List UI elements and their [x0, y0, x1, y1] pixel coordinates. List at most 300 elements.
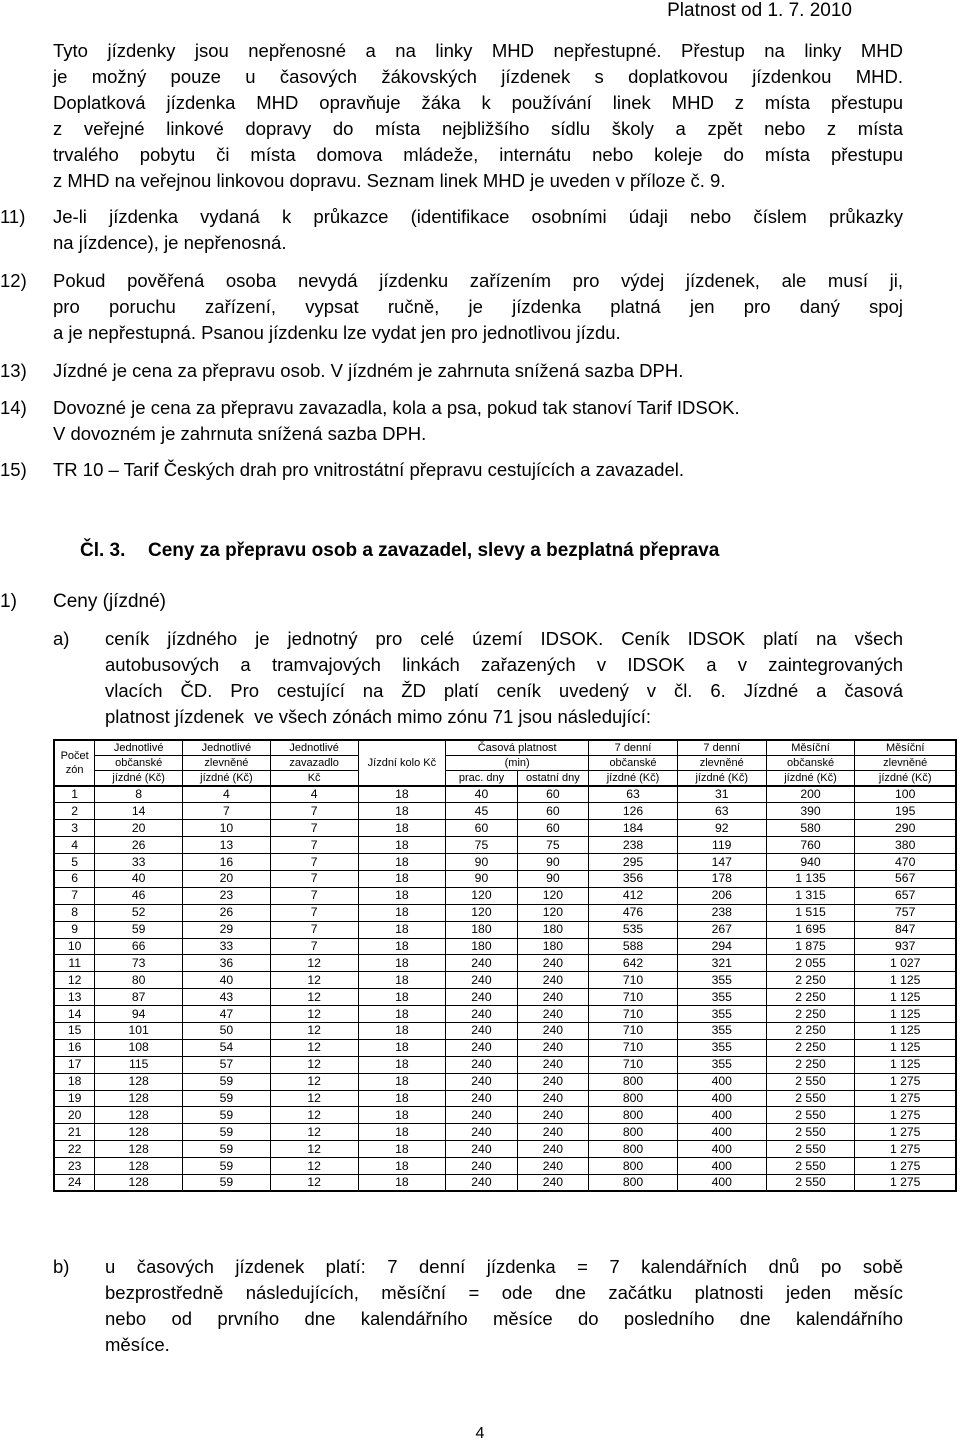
table-cell: 657	[855, 887, 956, 904]
tariff-table-body	[54, 786, 956, 1191]
table-cell: 12	[270, 1073, 358, 1090]
table-cell: 588	[589, 938, 678, 955]
table-cell: 12	[270, 955, 358, 972]
table-cell: 1 275	[855, 1174, 956, 1191]
table-cell: 5	[54, 854, 95, 871]
table-cell: 2 550	[766, 1141, 855, 1158]
section-number: Čl. 3.	[80, 540, 126, 561]
table-cell: 16	[183, 854, 271, 871]
table-cell: 4	[54, 837, 95, 854]
table-cell: 100	[855, 786, 956, 803]
table-cell: 60	[517, 786, 588, 803]
table-cell: 240	[517, 1073, 588, 1090]
table-cell: 18	[358, 1073, 446, 1090]
table-cell: 1 135	[766, 870, 855, 887]
table-cell: 8	[54, 904, 95, 921]
table-cell: 240	[446, 1073, 517, 1090]
table-cell: 18	[358, 972, 446, 989]
table-cell: 4	[270, 786, 358, 803]
table-cell: 4	[183, 786, 271, 803]
table-cell: 12	[270, 1124, 358, 1141]
table-cell: 18	[358, 1158, 446, 1175]
table-cell: 59	[183, 1174, 271, 1191]
table-cell: 200	[766, 786, 855, 803]
table-cell: 18	[358, 887, 446, 904]
table-cell: 240	[446, 1141, 517, 1158]
table-cell: 7	[270, 854, 358, 871]
table-cell: 1 027	[855, 955, 956, 972]
table-row	[54, 989, 956, 1006]
table-cell: 355	[677, 1039, 766, 1056]
intro-line: Tyto jízdenky jsou nepřenosné a na linky MHD nepřestupné. Přestup na linky MHD	[53, 40, 903, 61]
table-row	[54, 1107, 956, 1124]
table-cell: 240	[517, 1039, 588, 1056]
table-cell: 18	[358, 921, 446, 938]
table-row	[54, 786, 956, 803]
table-cell: 128	[95, 1174, 183, 1191]
table-cell: 26	[183, 904, 271, 921]
table-cell: 59	[95, 921, 183, 938]
table-cell: 120	[446, 904, 517, 921]
table-cell: 240	[517, 1107, 588, 1124]
table-cell: 59	[183, 1073, 271, 1090]
table-cell: 240	[517, 1141, 588, 1158]
table-cell: 75	[517, 837, 588, 854]
table-cell: 240	[446, 1006, 517, 1023]
col-header: jízdné (Kč)	[855, 771, 956, 787]
item-14-text	[53, 395, 933, 447]
table-cell: 22	[54, 1141, 95, 1158]
table-row	[54, 1124, 956, 1141]
table-cell: 847	[855, 921, 956, 938]
table-cell: 33	[95, 854, 183, 871]
col-header: jízdné (Kč)	[589, 771, 678, 787]
col-header: Jednotlivé	[183, 740, 271, 756]
table-cell: 2 550	[766, 1124, 855, 1141]
table-cell: 240	[517, 1022, 588, 1039]
table-cell: 31	[677, 786, 766, 803]
table-cell: 59	[183, 1141, 271, 1158]
table-cell: 240	[517, 972, 588, 989]
table-cell: 90	[446, 854, 517, 871]
table-cell: 800	[589, 1090, 678, 1107]
table-cell: 12	[270, 1107, 358, 1124]
table-cell: 240	[446, 989, 517, 1006]
prices-title: Ceny (jízdné)	[53, 591, 166, 612]
table-cell: 412	[589, 887, 678, 904]
tariff-table	[53, 739, 957, 1192]
table-cell: 40	[183, 972, 271, 989]
table-cell: 14	[54, 1006, 95, 1023]
table-cell: 94	[95, 1006, 183, 1023]
table-cell: 12	[270, 972, 358, 989]
item-a-text	[105, 626, 903, 730]
table-cell: 535	[589, 921, 678, 938]
table-cell: 290	[855, 820, 956, 837]
col-header: zlevněné	[677, 756, 766, 771]
item-line: nebo od prvního dne kalendářního měsíce do posledního dne kalendářního	[105, 1308, 903, 1329]
table-cell: 7	[54, 887, 95, 904]
col-header: Jednotlivé	[95, 740, 183, 756]
col-header: jízdné (Kč)	[183, 771, 271, 787]
table-cell: 73	[95, 955, 183, 972]
col-header-otherdays: ostatní dny	[517, 771, 588, 787]
table-cell: 128	[95, 1124, 183, 1141]
table-cell: 60	[517, 803, 588, 820]
table-cell: 710	[589, 989, 678, 1006]
table-cell: 2 550	[766, 1174, 855, 1191]
table-cell: 15	[54, 1022, 95, 1039]
table-cell: 400	[677, 1174, 766, 1191]
table-cell: 195	[855, 803, 956, 820]
table-cell: 238	[677, 904, 766, 921]
table-cell: 2	[54, 803, 95, 820]
table-cell: 1 275	[855, 1141, 956, 1158]
table-cell: 23	[183, 887, 271, 904]
table-cell: 45	[446, 803, 517, 820]
table-cell: 206	[677, 887, 766, 904]
item-number: 12)	[0, 270, 27, 291]
item-line: na jízdence), je nepřenosná.	[53, 232, 287, 253]
table-cell: 33	[183, 938, 271, 955]
table-cell: 580	[766, 820, 855, 837]
table-cell: 12	[270, 1022, 358, 1039]
item-number: 15)	[0, 459, 27, 480]
table-cell: 101	[95, 1022, 183, 1039]
table-cell: 355	[677, 1056, 766, 1073]
table-cell: 18	[358, 1141, 446, 1158]
intro-line: z MHD na veřejnou linkovou dopravu. Seznam linek MHD je uveden v příloze č. 9.	[53, 170, 726, 191]
item-a-label: a)	[53, 628, 70, 649]
item-line: Je-li jízdenka vydaná k průkazce (identifikace osobními údaji nebo číslem průkazky	[53, 206, 903, 227]
table-cell: 267	[677, 921, 766, 938]
table-cell: 147	[677, 854, 766, 871]
table-cell: 23	[54, 1158, 95, 1175]
table-cell: 10	[183, 820, 271, 837]
col-header-validity-unit: (min)	[446, 756, 589, 771]
table-cell: 12	[270, 1090, 358, 1107]
table-cell: 7	[270, 803, 358, 820]
table-cell: 12	[270, 989, 358, 1006]
table-cell: 642	[589, 955, 678, 972]
col-header: zavazadlo	[270, 756, 358, 771]
table-cell: 50	[183, 1022, 271, 1039]
col-header-validity: Časová platnost	[446, 740, 589, 756]
table-cell: 18	[358, 1022, 446, 1039]
table-cell: 7	[270, 938, 358, 955]
table-cell: 2 550	[766, 1107, 855, 1124]
col-header-workdays: prac. dny	[446, 771, 517, 787]
table-cell: 18	[358, 854, 446, 871]
table-row	[54, 972, 956, 989]
table-cell: 295	[589, 854, 678, 871]
table-cell: 10	[54, 938, 95, 955]
table-cell: 43	[183, 989, 271, 1006]
table-cell: 1 315	[766, 887, 855, 904]
table-row	[54, 1090, 956, 1107]
item-line: Dovozné je cena za přepravu zavazadla, kola a psa, pokud tak stanoví Tarif IDSOK.	[53, 397, 740, 418]
table-cell: 18	[358, 786, 446, 803]
table-cell: 1 275	[855, 1107, 956, 1124]
table-cell: 128	[95, 1141, 183, 1158]
table-cell: 47	[183, 1006, 271, 1023]
table-cell: 2 550	[766, 1090, 855, 1107]
table-cell: 17	[54, 1056, 95, 1073]
table-cell: 400	[677, 1141, 766, 1158]
table-cell: 1 275	[855, 1124, 956, 1141]
table-cell: 240	[517, 955, 588, 972]
table-cell: 240	[446, 1022, 517, 1039]
table-cell: 2 250	[766, 972, 855, 989]
table-row	[54, 955, 956, 972]
table-cell: 240	[517, 1006, 588, 1023]
table-cell: 800	[589, 1174, 678, 1191]
table-cell: 18	[358, 1107, 446, 1124]
item-line: pro poruchu zařízení, vypsat ručně, je jízdenka platná jen pro daný spoj	[53, 296, 903, 317]
table-cell: 800	[589, 1124, 678, 1141]
item-line: autobusových a tramvajových linkách zařazených v IDSOK a v zaintegrovaných	[105, 654, 903, 675]
table-cell: 1 125	[855, 1006, 956, 1023]
table-cell: 63	[589, 786, 678, 803]
table-cell: 1 275	[855, 1073, 956, 1090]
table-cell: 60	[517, 820, 588, 837]
table-cell: 400	[677, 1073, 766, 1090]
col-header: jízdné (Kč)	[95, 771, 183, 787]
table-cell: 57	[183, 1056, 271, 1073]
table-cell: 18	[358, 1056, 446, 1073]
table-cell: 119	[677, 837, 766, 854]
col-header: jízdné (Kč)	[677, 771, 766, 787]
item-line: Pokud pověřená osoba nevydá jízdenku zařízením pro výdej jízdenek, ale musí ji,	[53, 270, 903, 291]
table-cell: 40	[446, 786, 517, 803]
table-cell: 29	[183, 921, 271, 938]
table-cell: 87	[95, 989, 183, 1006]
table-cell: 12	[54, 972, 95, 989]
table-cell: 21	[54, 1124, 95, 1141]
table-row	[54, 820, 956, 837]
intro-line: Doplatková jízdenka MHD opravňuje žáka k používání linek MHD z místa přestupu	[53, 92, 903, 113]
table-cell: 1 125	[855, 1022, 956, 1039]
item-line: vlacích ČD. Pro cestující na ŽD platí ceník uvedený v čl. 6. Jízdné a časová	[105, 680, 903, 701]
table-cell: 180	[517, 938, 588, 955]
table-cell: 24	[54, 1174, 95, 1191]
table-cell: 12	[270, 1141, 358, 1158]
table-cell: 2 055	[766, 955, 855, 972]
table-cell: 400	[677, 1090, 766, 1107]
table-cell: 90	[517, 854, 588, 871]
item-number: 13)	[0, 360, 27, 381]
table-cell: 120	[446, 887, 517, 904]
table-cell: 2 250	[766, 1039, 855, 1056]
table-row	[54, 837, 956, 854]
table-cell: 7	[270, 887, 358, 904]
table-cell: 710	[589, 1039, 678, 1056]
table-cell: 1 125	[855, 972, 956, 989]
section-title: Ceny za přepravu osob a zavazadel, slevy a bezplatná přeprava	[148, 540, 720, 561]
table-cell: 240	[446, 1056, 517, 1073]
validity-date: Platnost od 1. 7. 2010	[667, 0, 852, 21]
table-cell: 18	[54, 1073, 95, 1090]
table-cell: 760	[766, 837, 855, 854]
table-cell: 18	[358, 955, 446, 972]
table-cell: 18	[358, 1124, 446, 1141]
table-cell: 240	[517, 1090, 588, 1107]
table-cell: 400	[677, 1158, 766, 1175]
table-cell: 7	[183, 803, 271, 820]
item-12-text	[53, 268, 903, 346]
col-header: 7 denní	[589, 740, 678, 756]
table-cell: 128	[95, 1073, 183, 1090]
table-cell: 19	[54, 1090, 95, 1107]
table-cell: 1 125	[855, 989, 956, 1006]
table-cell: 18	[358, 870, 446, 887]
item-13-text	[53, 358, 933, 384]
table-cell: 180	[446, 921, 517, 938]
table-cell: 321	[677, 955, 766, 972]
table-cell: 355	[677, 972, 766, 989]
intro-line: trvalého pobytu či místa domova mládeže, internátu nebo koleje do místa přestupu	[53, 144, 903, 165]
table-cell: 710	[589, 1022, 678, 1039]
col-header: zlevněné	[183, 756, 271, 771]
table-cell: 710	[589, 972, 678, 989]
col-header: občanské	[95, 756, 183, 771]
table-cell: 3	[54, 820, 95, 837]
table-cell: 12	[270, 1158, 358, 1175]
table-cell: 90	[517, 870, 588, 887]
table-cell: 1 875	[766, 938, 855, 955]
table-cell: 800	[589, 1141, 678, 1158]
table-row	[54, 1174, 956, 1191]
prices-number: 1)	[0, 591, 17, 612]
intro-line: je možný pouze u časových žákovských jízdenek s doplatkovou jízdenkou MHD.	[53, 66, 903, 87]
table-cell: 2 250	[766, 1006, 855, 1023]
table-cell: 54	[183, 1039, 271, 1056]
table-cell: 240	[517, 1056, 588, 1073]
table-cell: 240	[446, 1174, 517, 1191]
table-cell: 1 275	[855, 1090, 956, 1107]
table-cell: 20	[54, 1107, 95, 1124]
col-header: jízdné (Kč)	[766, 771, 855, 787]
item-b-text	[105, 1254, 903, 1358]
table-cell: 18	[358, 1039, 446, 1056]
table-row	[54, 938, 956, 955]
table-cell: 380	[855, 837, 956, 854]
table-cell: 757	[855, 904, 956, 921]
table-cell: 18	[358, 904, 446, 921]
table-row	[54, 1056, 956, 1073]
table-row	[54, 921, 956, 938]
table-row	[54, 887, 956, 904]
table-cell: 90	[446, 870, 517, 887]
table-cell: 18	[358, 820, 446, 837]
table-cell: 800	[589, 1158, 678, 1175]
table-cell: 20	[95, 820, 183, 837]
table-cell: 18	[358, 1006, 446, 1023]
table-cell: 356	[589, 870, 678, 887]
item-number: 14)	[0, 397, 27, 418]
table-cell: 46	[95, 887, 183, 904]
table-cell: 400	[677, 1107, 766, 1124]
col-header: Jednotlivé	[270, 740, 358, 756]
table-row	[54, 1158, 956, 1175]
table-cell: 9	[54, 921, 95, 938]
table-cell: 12	[270, 1174, 358, 1191]
col-header: 7 denní	[677, 740, 766, 756]
table-cell: 12	[270, 1056, 358, 1073]
table-cell: 52	[95, 904, 183, 921]
table-row	[54, 1039, 956, 1056]
table-cell: 7	[270, 921, 358, 938]
table-cell: 240	[446, 1107, 517, 1124]
col-header-bike: Jízdní kolo Kč	[358, 740, 446, 786]
col-header: Měsíční	[855, 740, 956, 756]
table-cell: 1 515	[766, 904, 855, 921]
table-cell: 128	[95, 1158, 183, 1175]
table-row	[54, 870, 956, 887]
table-cell: 8	[95, 786, 183, 803]
table-row	[54, 1141, 956, 1158]
table-cell: 7	[270, 820, 358, 837]
item-line: ceník jízdného je jednotný pro celé území IDSOK. Ceník IDSOK platí na všech	[105, 628, 903, 649]
table-cell: 128	[95, 1107, 183, 1124]
table-cell: 2 250	[766, 1022, 855, 1039]
page-number: 4	[475, 1425, 485, 1442]
table-row	[54, 904, 956, 921]
table-row	[54, 803, 956, 820]
table-cell: 7	[270, 837, 358, 854]
table-cell: 59	[183, 1158, 271, 1175]
table-cell: 128	[95, 1090, 183, 1107]
item-line: Jízdné je cena za přepravu osob. V jízdném je zahrnuta snížená sazba DPH.	[53, 360, 684, 381]
table-cell: 1 275	[855, 1158, 956, 1175]
table-cell: 20	[183, 870, 271, 887]
table-cell: 12	[270, 1039, 358, 1056]
item-b-label: b)	[53, 1256, 70, 1277]
table-cell: 1 695	[766, 921, 855, 938]
col-header: Kč	[270, 771, 358, 787]
table-cell: 180	[517, 921, 588, 938]
table-cell: 238	[589, 837, 678, 854]
table-cell: 14	[95, 803, 183, 820]
table-cell: 7	[270, 904, 358, 921]
table-cell: 937	[855, 938, 956, 955]
table-cell: 6	[54, 870, 95, 887]
table-cell: 1 125	[855, 1056, 956, 1073]
table-row	[54, 1022, 956, 1039]
table-cell: 390	[766, 803, 855, 820]
table-cell: 40	[95, 870, 183, 887]
table-cell: 59	[183, 1107, 271, 1124]
table-cell: 178	[677, 870, 766, 887]
item-line: platnost jízdenek ve všech zónách mimo zónu 71 jsou následující:	[105, 706, 652, 727]
table-cell: 2 250	[766, 1056, 855, 1073]
table-cell: 240	[517, 1174, 588, 1191]
table-cell: 75	[446, 837, 517, 854]
table-cell: 567	[855, 870, 956, 887]
item-number: 11)	[0, 206, 26, 227]
table-cell: 355	[677, 989, 766, 1006]
table-cell: 18	[358, 1174, 446, 1191]
table-cell: 13	[54, 989, 95, 1006]
table-cell: 13	[183, 837, 271, 854]
table-cell: 240	[517, 989, 588, 1006]
table-cell: 63	[677, 803, 766, 820]
table-cell: 240	[446, 955, 517, 972]
intro-line: z veřejné linkové dopravy do místa nejbližšího sídlu školy a zpět nebo z místa	[53, 118, 903, 139]
table-cell: 18	[358, 837, 446, 854]
item-11-text	[53, 204, 903, 256]
table-cell: 80	[95, 972, 183, 989]
